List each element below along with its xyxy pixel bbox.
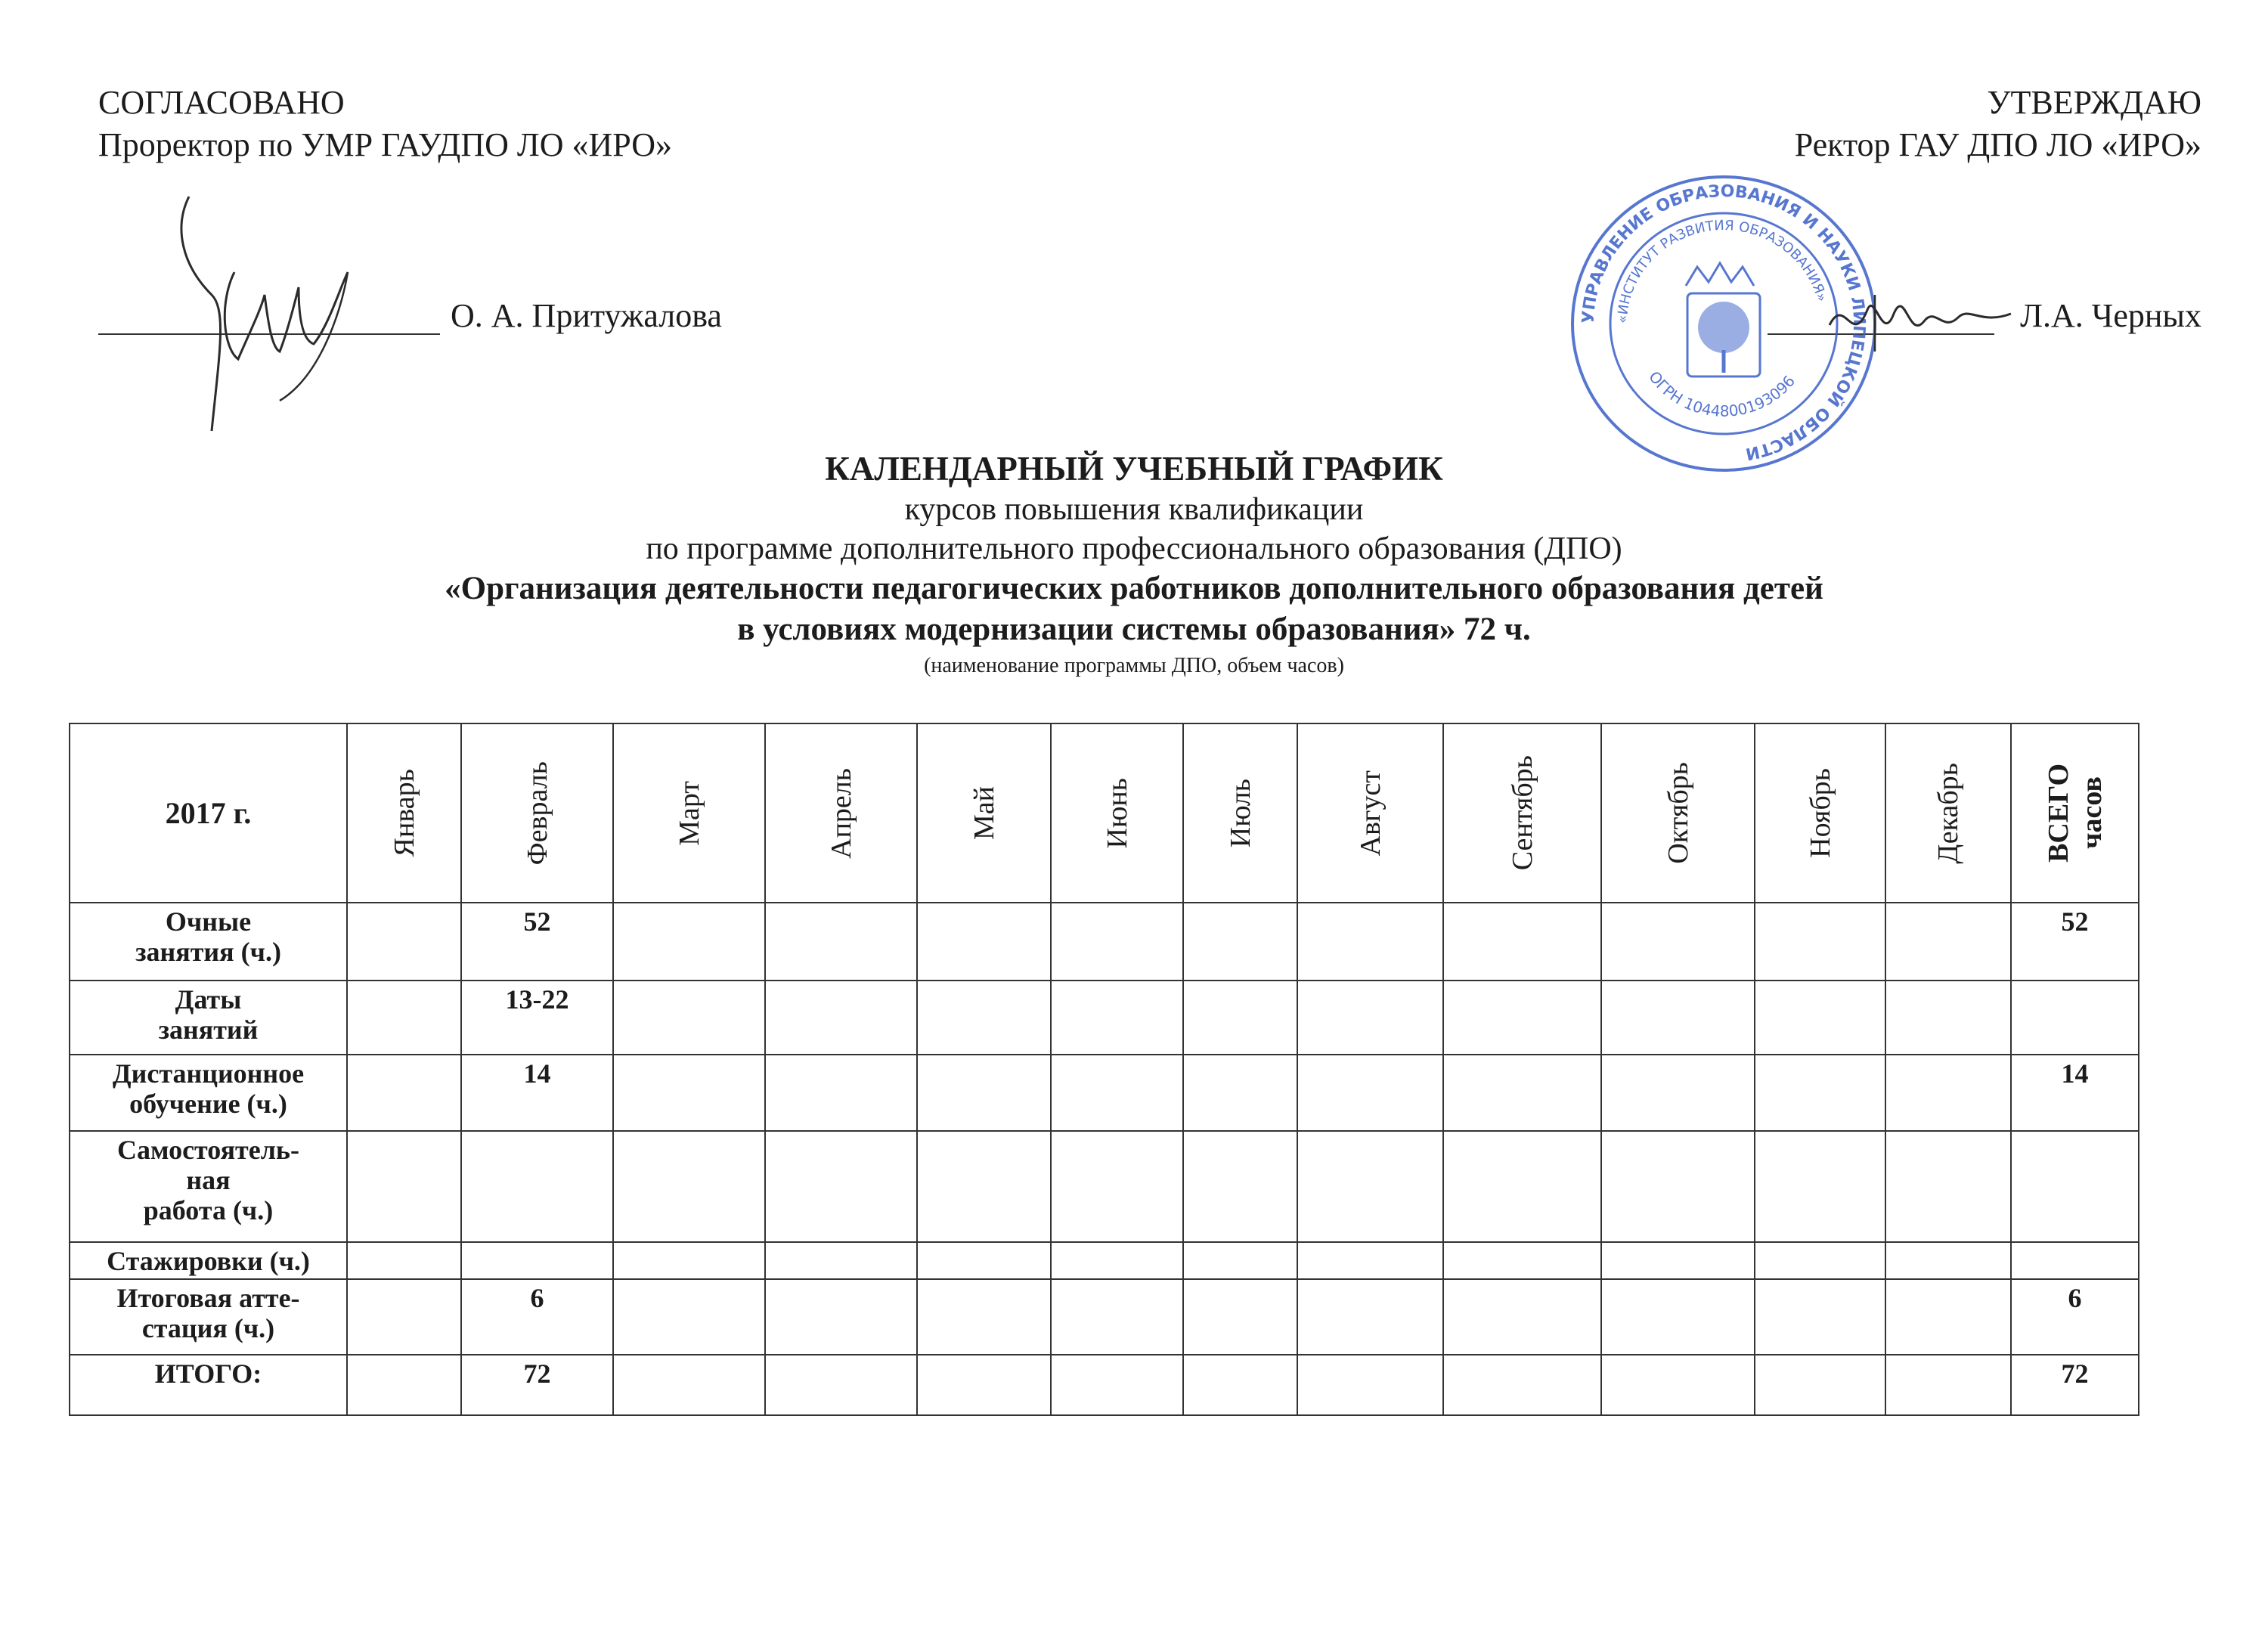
approval-left-position: Проректор по УМР ГАУДПО ЛО «ИРО» <box>98 126 673 163</box>
cell-total: 72 <box>2011 1355 2139 1415</box>
row-label-line: Итоговая атте- <box>116 1283 300 1313</box>
table-row <box>70 1242 2139 1279</box>
month-label: Ноябрь <box>1804 768 1836 858</box>
month-label: Декабрь <box>1932 762 1964 864</box>
month-header <box>1755 723 1885 903</box>
signature-left <box>166 181 386 438</box>
month-label: Февраль <box>521 761 553 866</box>
row-label-self-study <box>70 1131 347 1242</box>
month-header <box>1297 723 1443 903</box>
title-line2: по программе дополнительного профессионального образования (ДПО) <box>646 531 1622 566</box>
row-label-dates <box>70 981 347 1055</box>
cell-total <box>2011 981 2139 1055</box>
signature-right <box>1822 280 2019 363</box>
cell-feb: 72 <box>461 1355 613 1415</box>
month-label: Май <box>968 786 1000 840</box>
approval-left-heading: СОГЛАСОВАНО <box>98 84 345 121</box>
title-line1: курсов повышения квалификации <box>904 492 1364 527</box>
row-label-line: Очные <box>165 906 252 937</box>
title-main: КАЛЕНДАРНЫЙ УЧЕБНЫЙ ГРАФИК <box>825 450 1443 488</box>
cell-feb: 52 <box>461 903 613 981</box>
stamp-ogrn: ОГРН 1044800193096 <box>1645 367 1799 420</box>
month-header <box>1051 723 1183 903</box>
program-name-line1: «Организация деятельности педагогических работников дополнительного образования детей <box>445 571 1823 606</box>
month-label: Апрель <box>825 767 857 859</box>
month-header <box>347 723 461 903</box>
cell-total: 52 <box>2011 903 2139 981</box>
row-label-full-time <box>70 903 347 981</box>
month-label: Август <box>1354 770 1387 857</box>
signer-right: Л.А. Черных <box>2020 297 2201 334</box>
row-label-line: Даты <box>175 984 242 1015</box>
cell-total: 14 <box>2011 1055 2139 1131</box>
cell-feb: 6 <box>461 1279 613 1355</box>
row-label-final-exam <box>70 1279 347 1355</box>
month-label: Март <box>673 780 705 846</box>
year-header: 2017 г. <box>70 723 347 903</box>
row-label-line: Дистанционное <box>112 1058 305 1089</box>
signer-left: О. А. Притужалова <box>451 297 722 334</box>
cell-feb: 13-22 <box>461 981 613 1055</box>
total-header-line1: ВСЕГО <box>2042 764 2074 863</box>
row-label-internship: Стажировки (ч.) <box>70 1242 347 1279</box>
cell-feb: 14 <box>461 1055 613 1131</box>
row-label-line: обучение (ч.) <box>129 1089 287 1119</box>
table-row <box>70 1055 2139 1131</box>
total-header <box>2011 723 2139 903</box>
row-label-line: стация (ч.) <box>141 1313 275 1343</box>
table-row <box>70 1355 2139 1415</box>
schedule-table <box>69 723 2139 1416</box>
row-label-line: Самостоятель- <box>117 1135 299 1165</box>
program-name-line2: в условиях модернизации системы образования» 72 ч. <box>737 612 1531 647</box>
row-label-distance <box>70 1055 347 1131</box>
month-header <box>765 723 917 903</box>
table-row <box>70 981 2139 1055</box>
total-header-line2: часов <box>2075 776 2108 850</box>
row-label-line: ная <box>186 1165 231 1195</box>
stamp-emblem <box>1686 263 1760 376</box>
month-header <box>1443 723 1601 903</box>
month-header <box>1183 723 1297 903</box>
approval-right-heading: УТВЕРЖДАЮ <box>1987 84 2201 121</box>
table-row <box>70 903 2139 981</box>
table-row <box>70 1279 2139 1355</box>
month-header <box>1601 723 1755 903</box>
row-label-line: занятий <box>158 1015 259 1045</box>
cell-total: 6 <box>2011 1279 2139 1355</box>
row-label-grand-total: ИТОГО: <box>70 1355 347 1415</box>
month-header <box>461 723 613 903</box>
row-label-line: работа (ч.) <box>143 1195 274 1225</box>
month-header <box>917 723 1051 903</box>
month-label: Сентябрь <box>1506 755 1538 871</box>
stamp-inner-text: «ИНСТИТУТ РАЗВИТИЯ ОБРАЗОВАНИЯ» <box>1614 217 1830 324</box>
month-label: Январь <box>388 769 420 857</box>
approval-right <box>1795 82 2201 166</box>
month-header <box>613 723 765 903</box>
row-label-line: занятия (ч.) <box>135 937 281 967</box>
document-title <box>0 448 2268 680</box>
month-label: Октябрь <box>1662 762 1694 864</box>
approval-left <box>98 82 672 166</box>
month-label: Июнь <box>1101 777 1133 849</box>
table-header-row <box>70 723 2139 903</box>
cell-jan <box>347 903 461 981</box>
table-row <box>70 1131 2139 1242</box>
month-header <box>1885 723 2011 903</box>
program-note: (наименование программы ДПО, объем часов) <box>924 654 1344 677</box>
month-label: Июль <box>1224 778 1256 848</box>
approval-right-position: Ректор ГАУ ДПО ЛО «ИРО» <box>1794 126 2201 163</box>
stamp-outer-text: УПРАВЛЕНИЕ ОБРАЗОВАНИЯ И НАУКИ ЛИПЕЦКОЙ ОБЛАСТИ <box>1579 181 1869 463</box>
total-header-label <box>2042 764 2108 863</box>
